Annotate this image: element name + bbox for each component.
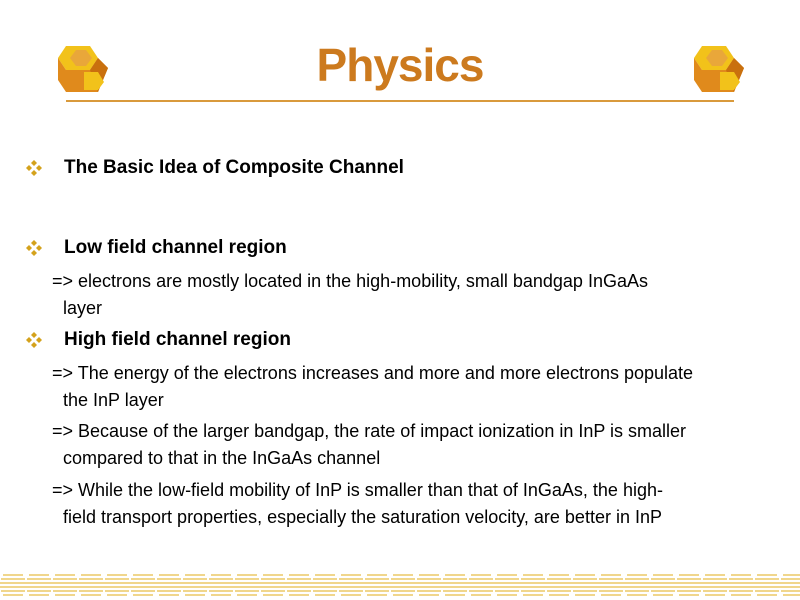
sub-point [52, 418, 782, 472]
sub-point-line: the InP layer [63, 390, 164, 410]
bullet-label: Low field channel region [64, 237, 287, 258]
title-divider [66, 100, 734, 102]
four-diamond-bullet-icon [26, 160, 42, 176]
sub-point-line: => electrons are mostly located in the high-mobility, small bandgap InGaAs [52, 271, 648, 291]
sub-point-line: => Because of the larger bandgap, the rate of impact ionization in InP is smaller [52, 421, 687, 441]
sub-point [52, 268, 782, 322]
sub-point-line: compared to that in the InGaAs channel [63, 448, 381, 468]
four-diamond-bullet-icon [26, 332, 42, 348]
diamond-pattern-band [0, 572, 800, 598]
sub-point-line: => The energy of the electrons increases and more and more electrons populate [52, 363, 694, 383]
sub-point [52, 360, 782, 414]
bullet-label: High field channel region [64, 329, 291, 350]
sub-point-line: field transport properties, especially the saturation velocity, are better in InP [63, 507, 662, 527]
sub-point-line: layer [63, 298, 103, 318]
four-diamond-bullet-icon [26, 240, 42, 256]
sub-point-line: => While the low-field mobility of InP is smaller than that of InGaAs, the high- [52, 480, 663, 500]
slide-title: Physics [316, 39, 484, 91]
bullet-label: The Basic Idea of Composite Channel [64, 157, 404, 178]
sub-point [52, 477, 782, 531]
